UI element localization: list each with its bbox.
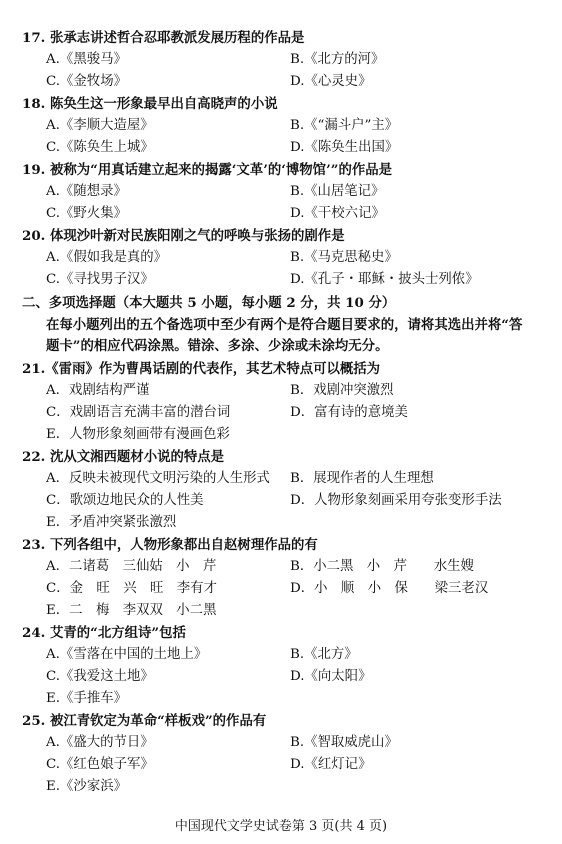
question-17 <box>0 28 562 48</box>
option-d: D.《心灵史》 <box>290 74 372 89</box>
option-e: E．二 梅 李双双 小二黑 <box>46 603 217 618</box>
options-row <box>0 733 562 753</box>
option-c: C.《野火集》 <box>46 206 127 221</box>
option-c: C．戏剧语言充满丰富的潜台词 <box>46 405 231 420</box>
question-24 <box>0 623 562 643</box>
option-e: E.《沙家浜》 <box>46 779 127 794</box>
option-d: D.《向太阳》 <box>290 669 372 684</box>
options-row <box>0 248 562 268</box>
option-b: B.《山居笔记》 <box>290 184 385 199</box>
option-a: A.《假如我是真的》 <box>46 250 168 265</box>
options-row <box>0 755 562 775</box>
question-23 <box>0 535 562 555</box>
option-d: D.《孔子・耶稣・披头士列侬》 <box>290 272 479 287</box>
options-row <box>0 645 562 665</box>
question-25 <box>0 711 562 731</box>
option-c: C.《金牧场》 <box>46 74 127 89</box>
option-e: E.《手推车》 <box>46 691 127 706</box>
option-b: B.《智取威虎山》 <box>290 735 398 750</box>
option-d: D.《干校六记》 <box>290 206 385 221</box>
option-c: C.《红色娘子军》 <box>46 757 154 772</box>
option-a: A.《李顺大造屋》 <box>46 118 154 133</box>
question-stem: 25. 被江青钦定为革命“样板戏”的作品有 <box>22 713 267 729</box>
page-footer: 中国现代文学史试卷第 3 页(共 4 页) <box>174 819 388 834</box>
section-title: 二、多项选择题（本大题共 5 小题，每小题 2 分，共 10 分） <box>22 295 396 311</box>
section-instruction <box>0 336 562 356</box>
question-22 <box>0 447 562 467</box>
question-19 <box>0 160 562 180</box>
options-row <box>0 138 562 158</box>
question-18 <box>0 94 562 114</box>
options-row <box>0 777 562 797</box>
option-a: A.《黑骏马》 <box>46 52 127 67</box>
option-c: C.《寻找男子汉》 <box>46 272 154 287</box>
option-a: A.《随想录》 <box>46 184 127 199</box>
option-b: B．戏剧冲突激烈 <box>290 383 394 398</box>
instruction-line: 在每小题列出的五个备选项中至少有两个是符合题目要求的，请将其选出并将“答 <box>46 317 523 333</box>
option-d: D.《陈奂生出国》 <box>290 140 399 155</box>
option-a: A．反映未被现代文明污染的人生形式 <box>46 471 270 486</box>
question-stem: 22. 沈从文湘西题材小说的特点是 <box>22 449 225 465</box>
option-b: B.《北方的河》 <box>290 52 385 67</box>
options-row <box>0 116 562 136</box>
options-row <box>0 50 562 70</box>
question-20 <box>0 226 562 246</box>
question-stem: 20. 体现沙叶新对民族阳刚之气的呼唤与张扬的剧作是 <box>22 228 345 244</box>
question-21 <box>0 359 562 379</box>
instruction-line: 题卡”的相应代码涂黑。错涂、多涂、少涂或未涂均无分。 <box>46 338 389 354</box>
options-row <box>0 425 562 445</box>
options-row <box>0 403 562 423</box>
options-row <box>0 381 562 401</box>
options-row <box>0 469 562 489</box>
options-row <box>0 491 562 511</box>
option-b: B.《马克思秘史》 <box>290 250 398 265</box>
option-b: B.《北方》 <box>290 647 358 662</box>
question-stem: 17. 张承志讲述哲合忍耶教派发展历程的作品是 <box>22 30 305 46</box>
options-row <box>0 182 562 202</box>
option-e: E．矛盾冲突紧张激烈 <box>46 515 177 530</box>
question-stem: 24. 艾青的“北方组诗”包括 <box>22 625 186 641</box>
question-stem: 18. 陈奂生这一形象最早出自高晓声的小说 <box>22 96 278 112</box>
option-c: C．金 旺 兴 旺 李有才 <box>46 581 217 596</box>
section-heading <box>0 293 562 313</box>
option-a: A．戏剧结构严谨 <box>46 383 150 398</box>
option-b: B．小二黑 小 芹 水生嫂 <box>290 559 474 574</box>
options-row <box>0 689 562 709</box>
option-a: A.《雪落在中国的土地上》 <box>46 647 208 662</box>
question-stem: 21.《雷雨》作为曹禺话剧的代表作，其艺术特点可以概括为 <box>22 361 381 377</box>
section-instruction <box>0 315 562 335</box>
options-row <box>0 72 562 92</box>
option-b: B.《“漏斗户”主》 <box>290 118 399 133</box>
options-row <box>0 270 562 290</box>
options-row <box>0 579 562 599</box>
options-row <box>0 204 562 224</box>
option-d: D．人物形象刻画采用夸张变形手法 <box>290 493 502 508</box>
question-stem: 23. 下列各组中，人物形象都出自赵树理作品的有 <box>22 537 318 553</box>
option-c: C.《我爱这土地》 <box>46 669 154 684</box>
option-a: A．二诸葛 三仙姑 小 芹 <box>46 559 217 574</box>
option-c: C.《陈奂生上城》 <box>46 140 154 155</box>
options-row <box>0 667 562 687</box>
options-row <box>0 557 562 577</box>
option-d: D.《红灯记》 <box>290 757 372 772</box>
option-e: E．人物形象刻画带有漫画色彩 <box>46 427 230 442</box>
question-stem: 19. 被称为“用真话建立起来的揭露‘文革’的‘博物馆’”的作品是 <box>22 162 393 178</box>
options-row <box>0 601 562 621</box>
option-c: C．歌颂边地民众的人性美 <box>46 493 204 508</box>
option-a: A.《盛大的节日》 <box>46 735 154 750</box>
option-d: D．富有诗的意境美 <box>290 405 408 420</box>
option-d: D．小 顺 小 保 梁三老汉 <box>290 581 489 596</box>
option-b: B．展现作者的人生理想 <box>290 471 434 486</box>
options-row <box>0 513 562 533</box>
